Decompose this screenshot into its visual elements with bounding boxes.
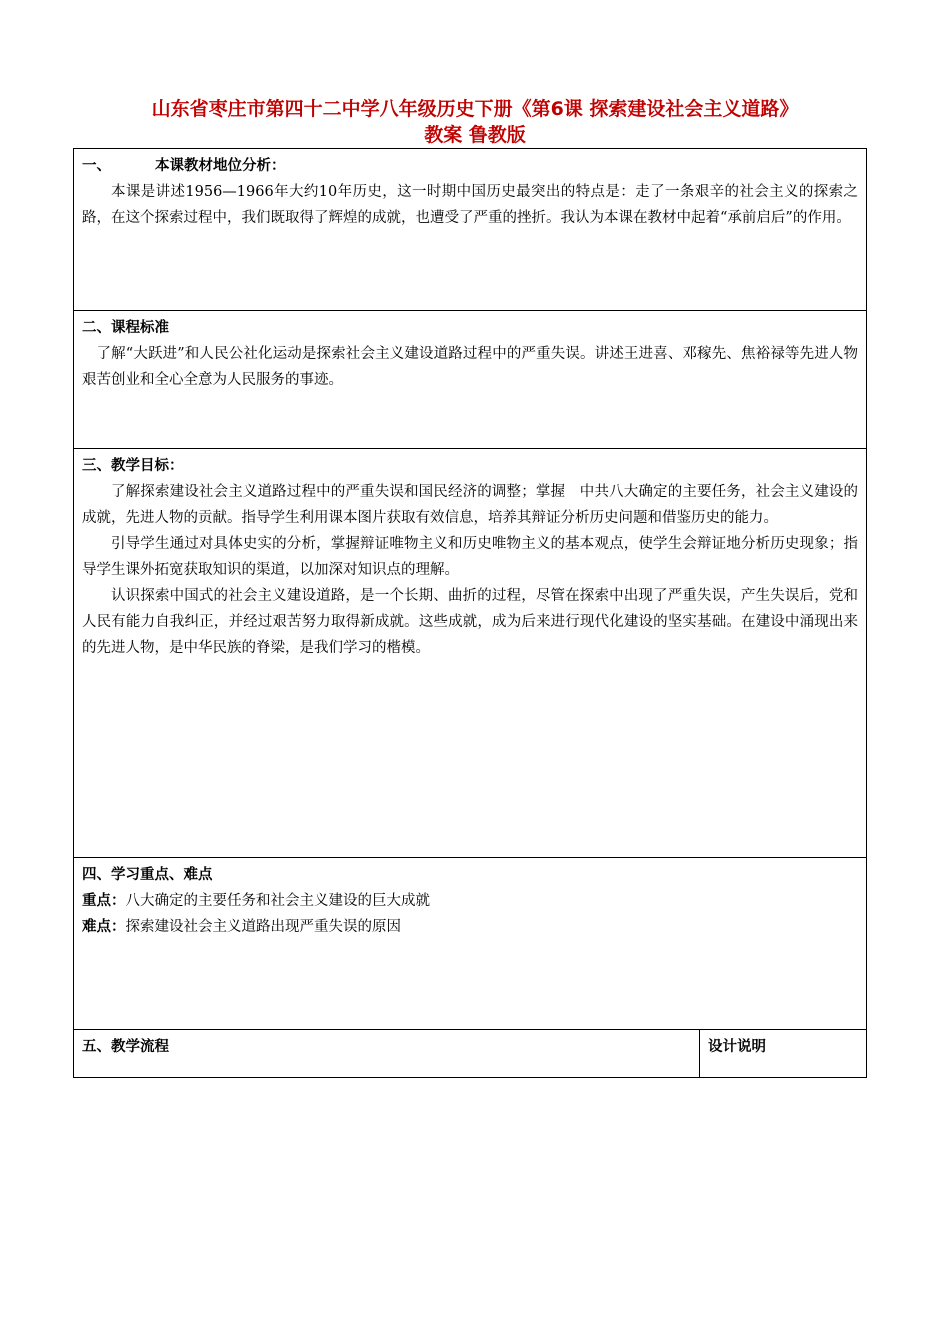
difficult-point-text: 探索建设社会主义道路出现严重失误的原因 — [125, 919, 401, 935]
document-title-line1: 山东省枣庄市第四十二中学八年级历史下册《第6课 探索建设社会主义道路》 — [151, 98, 799, 120]
key-point-label: 重点： — [82, 893, 126, 909]
design-notes-heading: 设计说明 — [708, 1039, 766, 1055]
section1-cell — [74, 149, 867, 311]
section3-paragraph: 引导学生通过对具体史实的分析，掌握辩证唯物主义和历史唯物主义的基本观点，使学生会辩证地分析历史现象；指导学生课外拓宽获取知识的渠道，以加深对知识点的理解。 — [82, 536, 859, 578]
section4-heading: 四、学习重点、难点 — [82, 867, 213, 883]
key-point-line — [82, 888, 858, 914]
section2-cell — [74, 311, 867, 449]
section4-cell — [74, 858, 867, 1030]
lesson-plan-table — [73, 148, 867, 1078]
section3-row — [74, 449, 867, 858]
section5-flow-cell — [74, 1030, 700, 1078]
section5-heading: 五、教学流程 — [82, 1039, 169, 1055]
section1-number: 一、 — [82, 158, 111, 174]
difficult-point-line — [82, 914, 858, 940]
section1-row — [74, 149, 867, 311]
section5-notes-cell — [700, 1030, 867, 1078]
difficult-point-label: 难点： — [82, 919, 126, 935]
section3-heading: 三、教学目标： — [82, 458, 184, 474]
key-point-text: 八大确定的主要任务和社会主义建设的巨大成就 — [125, 893, 430, 909]
section3-paragraph: 认识探索中国式的社会主义建设道路，是一个长期、曲折的过程，尽管在探索中出现了严重失误，产生失误后，党和人民有能力自我纠正，并经过艰苦努力取得新成就。这些成就，成为后来进行现代化建设的坚实基础。在建设中涌现出来的先进人物，是中华民族的脊梁，是我们学习的楷模。 — [82, 588, 859, 656]
document-title-line2: 教案 鲁教版 — [424, 124, 526, 146]
section2-heading: 二、课程标准 — [82, 320, 169, 336]
section2-row — [74, 311, 867, 449]
section1-heading-text: 本课教材地位分析： — [155, 158, 286, 174]
section5-row — [74, 1030, 867, 1078]
section1-paragraph: 本课是讲述1956—1966年大约10年历史，这一时期中国历史最突出的特点是：走了一条艰辛的社会主义的探索之路，在这个探索过程中，我们既取得了辉煌的成就，也遭受了严重的挫折。我认为本课在教材中起着“承前启后”的作用。 — [82, 184, 859, 226]
section2-paragraph: 了解“大跃进”和人民公社化运动是探索社会主义建设道路过程中的严重失误。讲述王进喜、邓稼先、焦裕禄等先进人物艰苦创业和全心全意为人民服务的事迹。 — [82, 346, 859, 388]
section3-paragraph: 了解探索建设社会主义道路过程中的严重失误和国民经济的调整；掌握 中共八大确定的主要任务，社会主义建设的成就，先进人物的贡献。指导学生利用课本图片获取有效信息，培养其辩证分析历史问题和借鉴历史的能力。 — [82, 484, 859, 526]
section4-row — [74, 858, 867, 1030]
section1-heading — [82, 153, 858, 179]
section3-cell — [74, 449, 867, 858]
